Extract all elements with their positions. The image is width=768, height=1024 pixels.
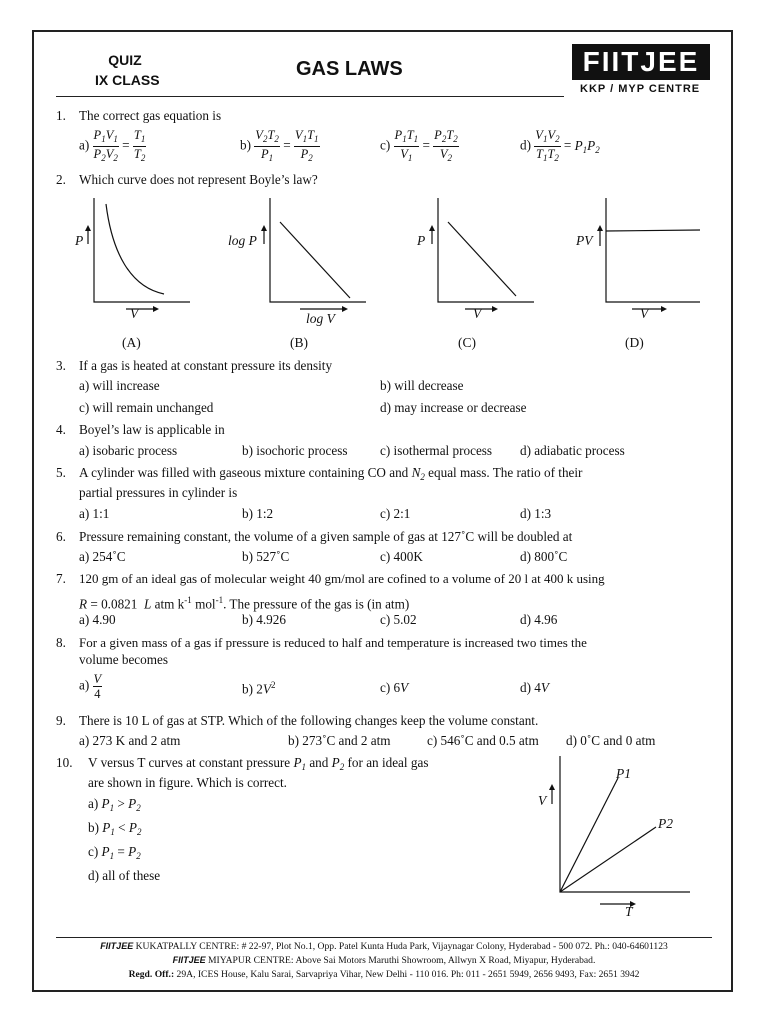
quiz-line1: QUIZ [108, 52, 142, 68]
graph-a-axes [94, 198, 190, 302]
q3-text: If a gas is heated at constant pressure its density [79, 358, 333, 373]
q8-c-label: c) [380, 680, 391, 695]
q5-n2: $N_2$ [411, 465, 425, 482]
q10-p1: $P_1$ [293, 755, 307, 772]
q8-text: For a given mass of a gas if pressure is reduced to half and temperature is increased two times the [79, 635, 587, 650]
q6-text: Pressure remaining constant, the volume of a given sample of gas at 127˚C will be doubled at [79, 529, 573, 544]
q7-option-a: a) 4.90 [79, 612, 116, 627]
q10-option-b: b) $P_1 < P_2$ [88, 820, 142, 837]
q3-option-d: d) may increase or decrease [380, 400, 527, 415]
q10-text-and: and [309, 755, 329, 770]
q1-option-b: b) $\frac{V_2T_2}{P_1}$ = $\frac{V_1T_1}{P_2}$ [240, 128, 319, 163]
q6-option-a: a) 254˚C [79, 549, 126, 564]
q4-option-d: d) adiabatic process [520, 443, 625, 458]
q5-option-b: b) 1:2 [242, 506, 274, 521]
graph-d-axes [606, 198, 700, 302]
graph-c-x-label: V [473, 306, 482, 321]
q8-a-label: a) [79, 677, 90, 693]
q7-text: 120 gm of an ideal gas of molecular weight 40 gm/mol are cofined to a volume of 20 l at 400 k using [79, 571, 605, 586]
q8-option-c: c) 6V [380, 680, 409, 695]
fiitjee-logo: FIITJEE [572, 44, 710, 80]
graph-a-caption: (A) [122, 335, 141, 350]
q5-option-d: d) 1:3 [520, 506, 552, 521]
q10-text-part2: for an ideal gas [347, 755, 429, 770]
vt-y-label: V [538, 793, 547, 808]
boyles-law-graphs [60, 192, 710, 357]
vt-line-p2 [560, 827, 656, 892]
q10-option-a: a) $P_1 > P_2$ [88, 796, 141, 813]
q9-number: 9. [56, 713, 66, 728]
q1-a-rhs: $\frac{T_1}{T_2}$ [133, 128, 146, 163]
q7-text-part2: . The pressure of the gas is (in atm) [223, 596, 410, 612]
q5-text-part2: equal mass. The ratio of their [428, 465, 583, 480]
q9-text: There is 10 L of gas at STP. Which of the following changes keep the volume constant. [79, 713, 539, 728]
graph-a-x-label: V [130, 306, 139, 321]
q5-option-c: c) 2:1 [380, 506, 411, 521]
q1-b-rhs: $\frac{V_1T_1}{P_2}$ [294, 128, 319, 163]
q8-a-value: $\frac{V}{4}$ [93, 672, 102, 701]
q1-b-lhs: $\frac{V_2T_2}{P_1}$ [255, 128, 279, 163]
graph-c-caption: (C) [458, 335, 476, 350]
footer-line3: 29A, ICES House, Kalu Sarai, Sarvapriya Vihar, New Delhi - 110 016. Ph: 011 - 2651 5949, 2656 9493, Fax: 2651 3942 [176, 969, 640, 980]
footer-regd-label: Regd. Off.: [128, 969, 175, 980]
q2-text: Which curve does not represent Boyle’s law? [79, 172, 318, 187]
q10-b-label: b) [88, 820, 99, 835]
centre-label: KKP / MYP CENTRE [580, 83, 701, 95]
graph-d-caption: (D) [625, 335, 644, 350]
q1-a-label: a) [79, 137, 90, 153]
q10-text-part1: V versus T curves at constant pressure [88, 755, 291, 770]
footer-divider [56, 937, 712, 938]
graph-c-y-label: P [417, 233, 426, 248]
vt-graph [530, 752, 700, 924]
q1-option-d: d) $\frac{V_1V_2}{T_1T_2}$ = $P_1P_2$ [520, 128, 600, 163]
q10-a-label: a) [88, 796, 99, 811]
graph-b-y-label: log P [228, 233, 257, 248]
q10-text-line2: are shown in figure. Which is correct. [88, 775, 287, 790]
q1-c-lhs: $\frac{P_1T_1}{V_1}$ [394, 128, 419, 163]
q6-number: 6. [56, 529, 66, 544]
q8-b-label: b) [242, 681, 253, 697]
q1-option-a: a) $\frac{P_1V_1}{P_2V_2}$ = $\frac{T_1}{T_2}$ [79, 128, 146, 163]
q10-text-line1 [88, 754, 428, 776]
q3-option-a: a) will increase [79, 378, 160, 393]
graph-d-x-label: V [640, 306, 649, 321]
q7-r-constant: R [79, 596, 88, 612]
header-divider [56, 96, 564, 97]
q1-c-label: c) [380, 137, 391, 153]
q1-b-label: b) [240, 137, 251, 153]
q10-option-d: d) all of these [88, 868, 161, 883]
graph-a-curve [106, 204, 164, 294]
graph-c-axes [438, 198, 534, 302]
footer-line2: MIYAPUR CENTRE: Above Sai Motors Maruthi Showroom, Allwyn X Road, Miyapur, Hyderabad. [208, 955, 596, 966]
q4-option-a: a) isobaric process [79, 443, 178, 458]
q1-d-label: d) [520, 137, 531, 153]
q6-option-c: c) 400K [380, 549, 423, 564]
q1-a-lhs: $\frac{P_1V_1}{P_2V_2}$ [93, 128, 118, 163]
q8-option-a [79, 672, 102, 701]
footer-mini-logo: FIITJEE [100, 941, 134, 951]
q6-option-b: b) 527˚C [242, 549, 290, 564]
q7-option-d: d) 4.96 [520, 612, 558, 627]
q7-option-c: c) 5.02 [380, 612, 417, 627]
graph-c-line [448, 222, 516, 296]
q1-d-lhs: $\frac{V_1V_2}{T_1T_2}$ [535, 128, 560, 163]
q5-number: 5. [56, 465, 66, 480]
q1-number: 1. [56, 108, 66, 123]
q10-c-label: c) [88, 844, 99, 859]
q4-number: 4. [56, 422, 66, 437]
q7-number: 7. [56, 571, 66, 586]
q9-option-b: b) 273˚C and 2 atm [288, 733, 391, 748]
q1-text: The correct gas equation is [79, 108, 222, 123]
footer-kukatpally [44, 940, 724, 953]
quiz-label [95, 50, 160, 90]
graph-d-line [606, 230, 700, 231]
footer-miyapur [44, 954, 724, 967]
q10-p2: $P_2$ [331, 755, 345, 772]
q6-option-d: d) 800˚C [520, 549, 568, 564]
footer-line1: KUKATPALLY CENTRE: # 22-97, Plot No.1, Opp. Patel Kunta Huda Park, Vijaynagar Colony, Hyderabad - 500 072. Ph.: 040-64601123 [135, 941, 668, 952]
graph-a-y-label: P [75, 233, 84, 248]
graph-b-axes [270, 198, 366, 302]
quiz-line2: IX CLASS [95, 72, 160, 88]
q4-text: Boyel’s law is applicable in [79, 422, 225, 437]
q8-number: 8. [56, 635, 66, 650]
footer-mini-logo-2: FIITJEE [172, 955, 206, 965]
q8-d-label: d) [520, 680, 531, 695]
q8-option-d: d) 4V [520, 680, 549, 695]
q3-number: 3. [56, 358, 66, 373]
q1-option-c: c) $\frac{P_1T_1}{V_1}$ = $\frac{P_2T_2}{V_2}$ [380, 128, 458, 163]
q10-number: 10. [56, 755, 73, 770]
q9-option-d: d) 0˚C and 0 atm [566, 733, 656, 748]
q8-option-b: b) $2V^2$ [242, 680, 276, 697]
page-title: GAS LAWS [296, 58, 403, 80]
q5-text-part1: A cylinder was filled with gaseous mixture containing CO and [79, 465, 409, 480]
q7-text-line2: R = 0.0821 L atm $k^{-1}$ mol$^{-1}$. The pressure of the gas is (in atm) [79, 595, 410, 612]
graph-b-x-label: log V [306, 311, 335, 326]
q9-option-c: c) 546˚C and 0.5 atm [427, 733, 539, 748]
q5-option-a: a) 1:1 [79, 506, 110, 521]
vt-line-p1 [560, 778, 618, 892]
graph-b-caption: (B) [290, 335, 308, 350]
q2-number: 2. [56, 172, 66, 187]
q1-c-rhs: $\frac{P_2T_2}{V_2}$ [434, 128, 458, 163]
q4-option-b: b) isochoric process [242, 443, 348, 458]
vt-x-label: T [625, 904, 633, 919]
graph-d-y-label: PV [576, 233, 593, 248]
graph-b-line [280, 222, 350, 298]
q9-option-a: a) 273 K and 2 atm [79, 733, 181, 748]
q7-option-b: b) 4.926 [242, 612, 286, 627]
q5-text-line1 [79, 464, 582, 486]
q10-option-c: c) $P_1 = P_2$ [88, 844, 141, 861]
q4-option-c: c) isothermal process [380, 443, 493, 458]
q3-option-b: b) will decrease [380, 378, 464, 393]
footer-regd [44, 968, 724, 981]
vt-p1-label: P1 [616, 766, 631, 781]
q8-text-line2: volume becomes [79, 652, 168, 667]
vt-p2-label: P2 [658, 816, 673, 831]
q5-text-line2: partial pressures in cylinder is [79, 485, 238, 500]
q3-option-c: c) will remain unchanged [79, 400, 214, 415]
